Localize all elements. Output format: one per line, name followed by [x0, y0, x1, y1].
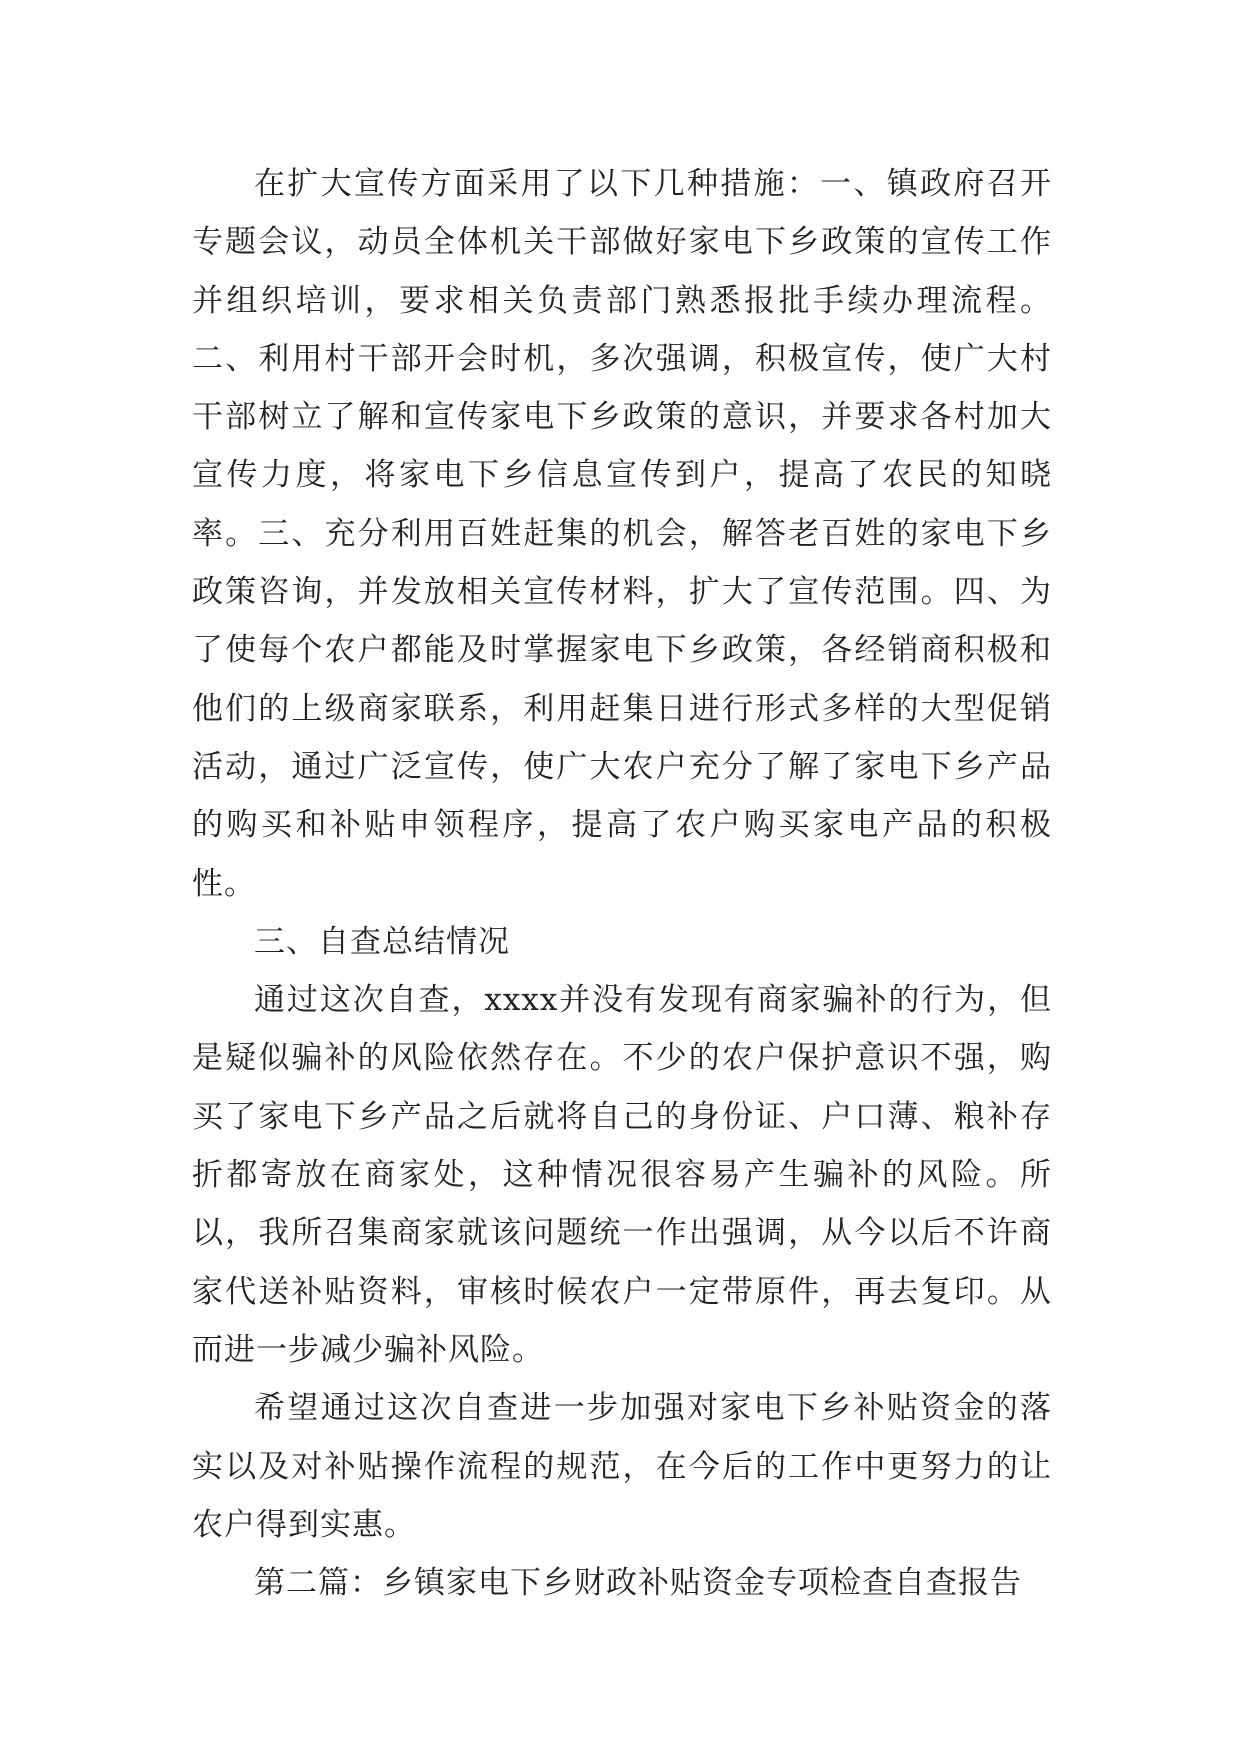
next-article-title: 第二篇：乡镇家电下乡财政补贴资金专项检查自查报告	[254, 1565, 1022, 1602]
paragraph-publicity-measures: 在扩大宣传方面采用了以下几种措施：一、镇政府召开专题会议，动员全体机关干部做好家电下乡政策的宣传工作并组织培训，要求相关负责部门熟悉报批手续办理流程。二、利用村干部开会时机，多次强调，积极宣传，使广大村干部树立了解和宣传家电下乡政策的意识，并要求各村加大宣传力度，将家电下乡信息宣传到户，提高了农民的知晓率。三、充分利用百姓赶集的机会，解答老百姓的家电下乡政策咨询，并发放相关宣传材料，扩大了宣传范围。四、为了使每个农户都能及时掌握家电下乡政策，各经销商积极和他们的上级商家联系，利用赶集日进行形式多样的大型促销活动，通过广泛宣传，使广大农户充分了解了家电下乡产品的购买和补贴申领程序，提高了农户购买家电产品的积极性。	[192, 166, 1052, 902]
paragraph-closing-hope: 希望通过这次自查进一步加强对家电下乡补贴资金的落实以及对补贴操作流程的规范，在今后的工作中更努力的让农户得到实惠。	[192, 1390, 1052, 1543]
section-heading-self-inspection-summary: 三、自查总结情况	[254, 923, 510, 960]
document-body	[192, 155, 1052, 1612]
paragraph-self-inspection-findings: 通过这次自查，xxxx并没有发现有商家骗补的行为，但是疑似骗补的风险依然存在。不少的农户保护意识不强，购买了家电下乡产品之后就将自己的身份证、户口薄、粮补存折都寄放在商家处，这种情况很容易产生骗补的风险。所以，我所召集商家就该问题统一作出强调，从今以后不许商家代送补贴资料，审核时候农户一定带原件，再去复印。从而进一步减少骗补风险。	[192, 982, 1052, 1368]
